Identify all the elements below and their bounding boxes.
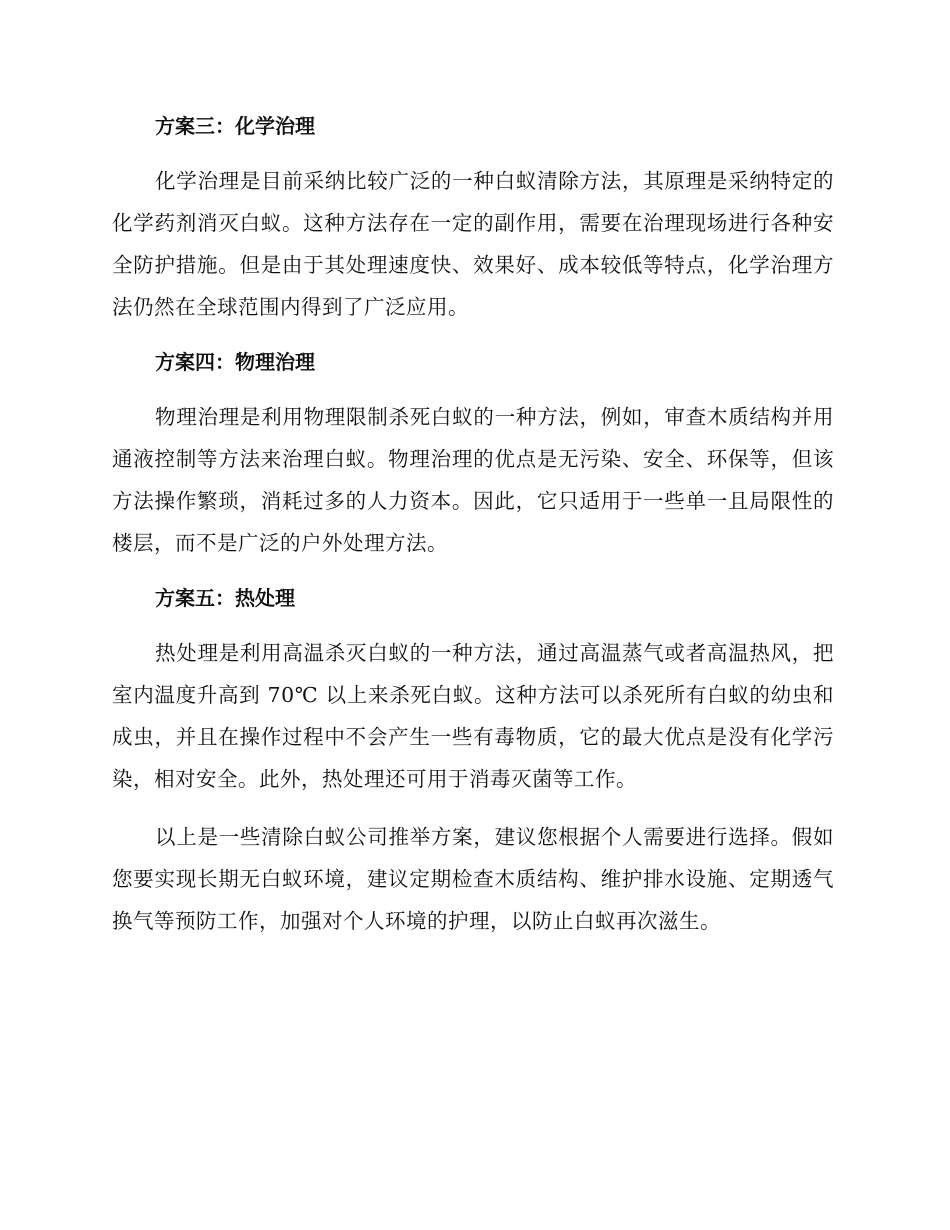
section-heading-chemical: 方案三：化学治理 bbox=[155, 114, 315, 138]
section-body-heat: 热处理是利用高温杀灭白蚁的一种方法，通过高温蒸气或者高温热风，把室内温度升高到 70℃ 以上来杀死白蚁。这种方法可以杀死所有白蚁的幼虫和成虫，并且在操作过程中不会产生一些有毒物质，它的最大优点是没有化学污染，相对安全。此外，热处理还可用于消毒灭菌等工作。 bbox=[112, 641, 834, 791]
section-body-chemical: 化学治理是目前采纳比较广泛的一种白蚁清除方法，其原理是采纳特定的化学药剂消灭白蚁。这种方法存在一定的副作用，需要在治理现场进行各种安全防护措施。但是由于其处理速度快、效果好、成本较低等特点，化学治理方法仍然在全球范围内得到了广泛应用。 bbox=[112, 169, 834, 319]
conclusion-paragraph: 以上是一些清除白蚁公司推举方案，建议您根据个人需要进行选择。假如您要实现长期无白蚁环境，建议定期检查木质结构、维护排水设施、定期透气换气等预防工作，加强对个人环境的护理，以防止白蚁再次滋生。 bbox=[112, 825, 834, 933]
document-page bbox=[112, 108, 834, 942]
section-heading-heat: 方案五：热处理 bbox=[155, 586, 295, 610]
section-body-physical: 物理治理是利用物理限制杀死白蚁的一种方法，例如，审查木质结构并用通液控制等方法来治理白蚁。物理治理的优点是无污染、安全、环保等，但该方法操作繁琐，消耗过多的人力资本。因此，它只适用于一些单一且局限性的楼层，而不是广泛的户外处理方法。 bbox=[112, 405, 834, 555]
section-heading-physical: 方案四：物理治理 bbox=[155, 350, 315, 374]
